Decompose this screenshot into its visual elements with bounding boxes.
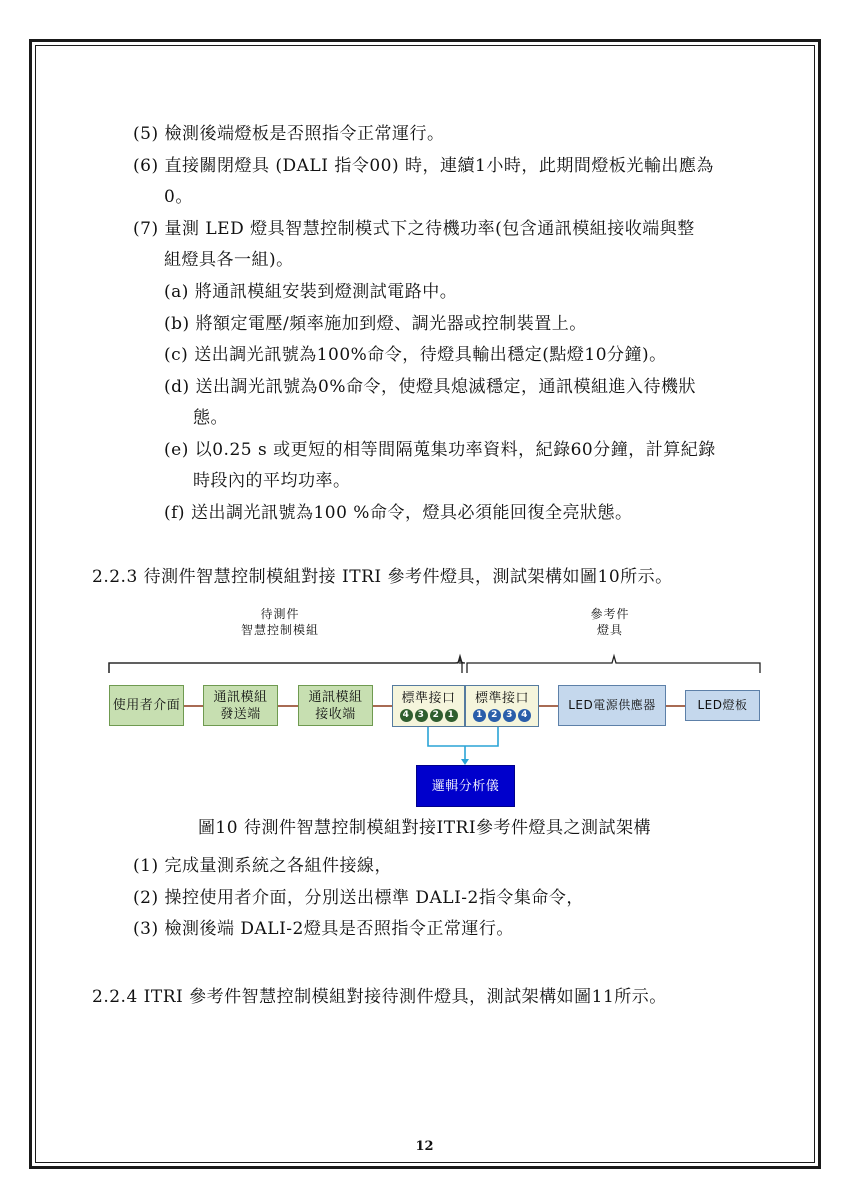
port-dots-right	[473, 709, 531, 722]
list-item: (7) 量測 LED 燈具智慧控制模式下之待機功率(包含通訊模組接收端與整	[133, 219, 695, 239]
brace-left-shape	[109, 656, 462, 673]
brace-right	[467, 656, 760, 673]
sub-list-item-continuation: 時段內的平均功率。	[193, 471, 351, 491]
sub-list-item: (d) 送出調光訊號為0%命令，使燈具熄滅穩定，通訊模組進入待機狀	[164, 377, 697, 397]
comm-module-sender-box: 通訊模組 發送端	[203, 685, 278, 726]
comm-module-receiver-box: 通訊模組 接收端	[298, 685, 373, 726]
port-dot: 1	[473, 709, 486, 722]
sub-list-item: (c) 送出調光訊號為100%命令，待燈具輸出穩定(點燈10分鐘)。	[164, 345, 667, 365]
standard-interface-left: 標準接口 4 3 2 1	[392, 685, 465, 727]
user-interface-box: 使用者介面	[109, 685, 184, 726]
logic-analyzer-box: 邏輯分析儀	[416, 765, 515, 807]
port-dot: 4	[518, 709, 531, 722]
sub-list-item: (b) 將額定電壓/頻率施加到燈、調光器或控制裝置上。	[164, 314, 587, 334]
port-dot: 2	[430, 709, 443, 722]
figure-caption: 圖10 待測件智慧控制模組對接ITRI參考件燈具之測試架構	[197, 818, 652, 838]
port-dot: 2	[488, 709, 501, 722]
section-heading-2-2-4: 2.2.4 ITRI 參考件智慧控制模組對接待測件燈具，測試架構如圖11所示。	[92, 987, 667, 1007]
list-item: (2) 操控使用者介面，分別送出標準 DALI-2指令集命令，	[133, 888, 584, 908]
list-item: (1) 完成量測系統之各組件接線，	[133, 856, 392, 876]
probe-line	[428, 727, 498, 746]
port-dot: 3	[415, 709, 428, 722]
standard-interface-right: 標準接口 1 2 3 4	[465, 685, 539, 727]
brace-left	[109, 658, 465, 673]
led-board-box: LED燈板	[685, 690, 760, 721]
section-heading-2-2-3: 2.2.3 待測件智慧控制模組對接 ITRI 參考件燈具，測試架構如圖10所示。	[92, 567, 673, 587]
list-item: (3) 檢測後端 DALI-2燈具是否照指令正常運行。	[133, 919, 514, 939]
group-label-reference: 參考件 燈具	[590, 607, 630, 637]
sub-list-item-continuation: 態。	[193, 408, 228, 428]
led-power-supply-box: LED電源供應器	[558, 685, 666, 726]
port-dot: 4	[400, 709, 413, 722]
port-dot: 1	[445, 709, 458, 722]
sub-list-item: (e) 以0.25 s 或更短的相等間隔蒐集功率資料，紀錄60分鐘，計算紀錄	[164, 440, 716, 460]
port-dots-left	[400, 709, 458, 722]
sub-list-item: (a) 將通訊模組安裝到燈測試電路中。	[164, 282, 458, 302]
list-item-continuation: 0。	[164, 187, 193, 207]
list-item-continuation: 組燈具各一組)。	[164, 250, 294, 270]
port-dot: 3	[503, 709, 516, 722]
group-label-dut: 待測件 智慧控制模組	[240, 607, 319, 637]
sub-list-item: (f) 送出調光訊號為100 %命令，燈具必須能回復全亮狀態。	[164, 503, 633, 523]
list-item: (5) 檢測後端燈板是否照指令正常運行。	[133, 124, 445, 144]
list-item: (6) 直接關閉燈具 (DALI 指令00) 時，連續1小時，此期間燈板光輸出應為	[133, 156, 714, 176]
page-number: 12	[415, 1139, 434, 1154]
